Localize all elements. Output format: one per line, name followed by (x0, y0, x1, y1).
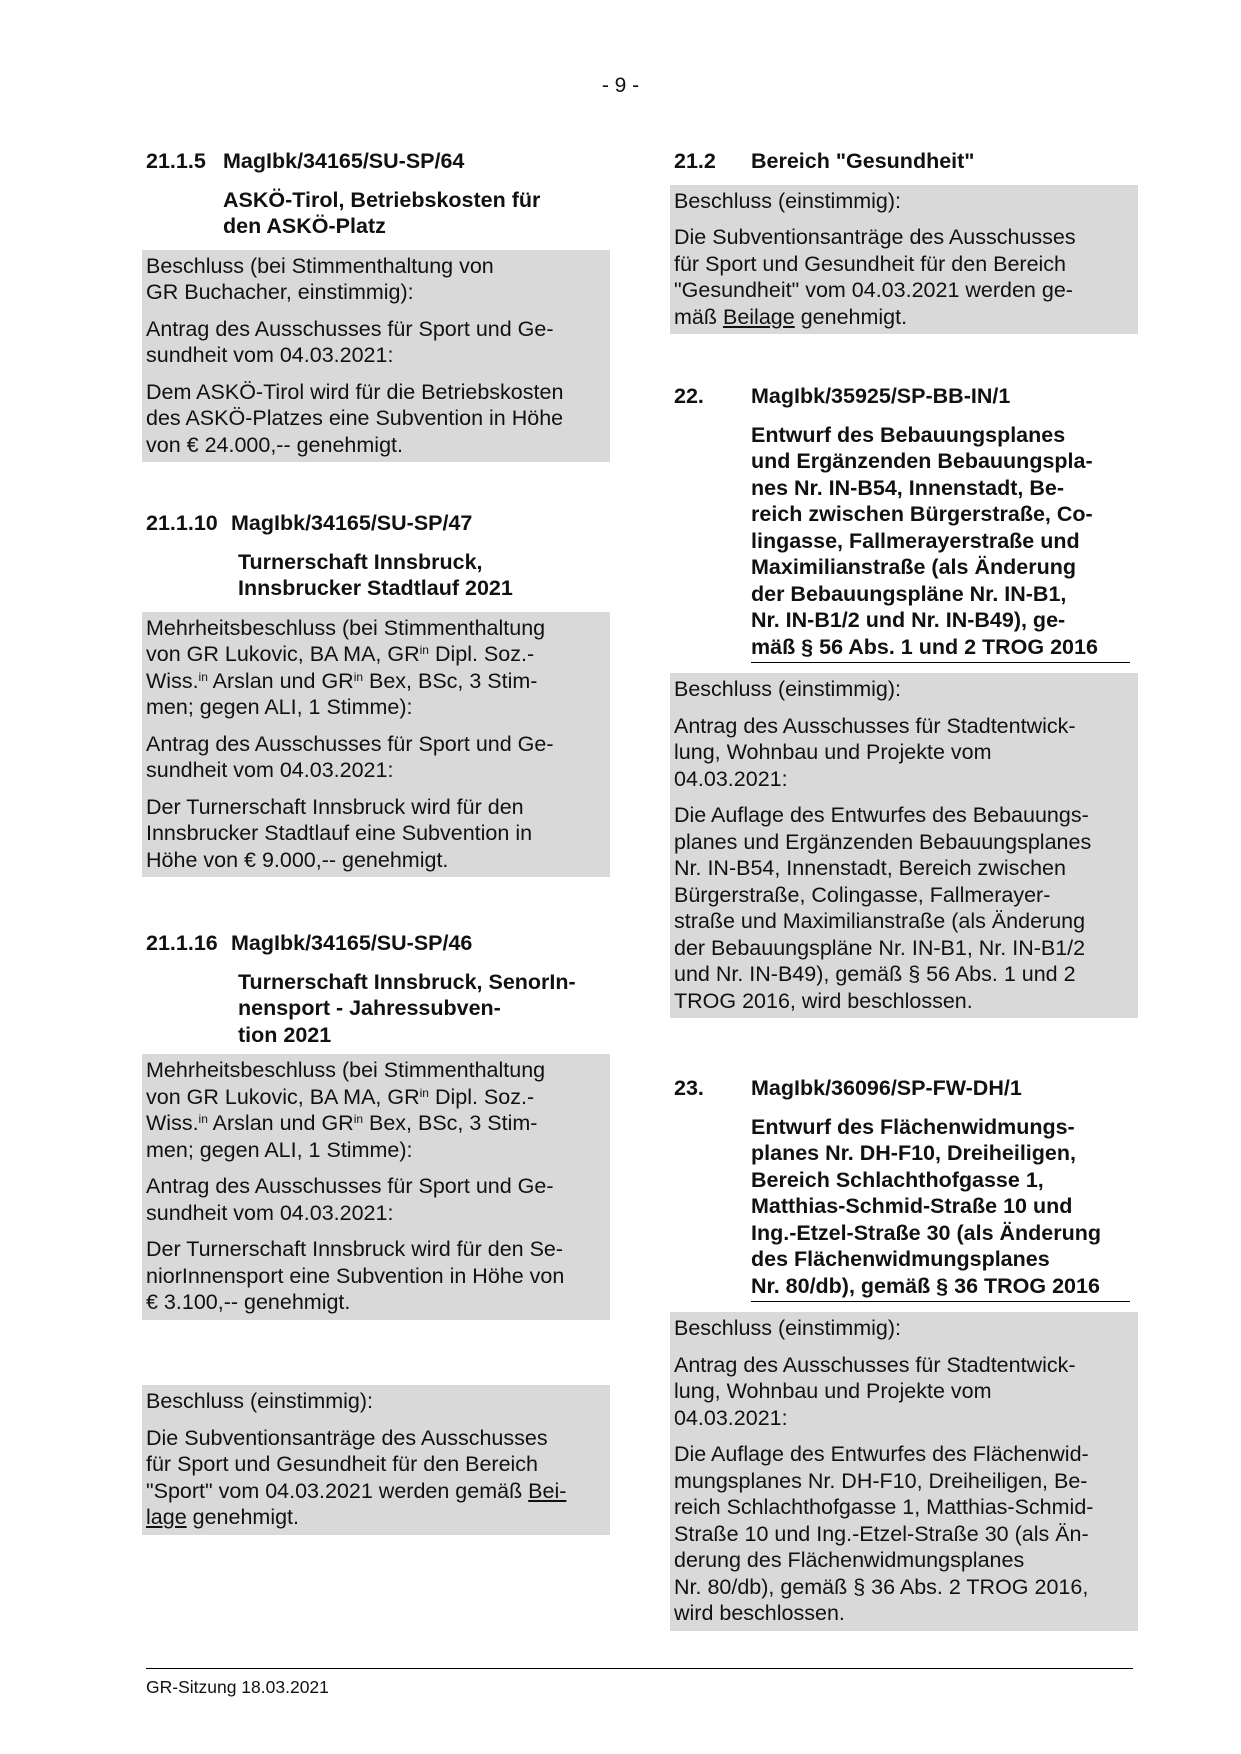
item-number: 21.1.10 (146, 511, 218, 535)
text-line: men; gegen ALI, 1 Stimme): (146, 695, 413, 719)
agenda-item-sport-summary (146, 1385, 606, 1535)
text-line: Beschluss (einstimmig): (674, 677, 901, 701)
text-segment: Arslan und GR (207, 1111, 354, 1135)
text-line (146, 668, 606, 695)
item-number: 21.1.16 (146, 931, 218, 955)
item-reference: MagIbk/34165/SU-SP/64 (223, 149, 465, 173)
title-line: Matthias-Schmid-Straße 10 und (751, 1194, 1073, 1218)
item-title: Bereich "Gesundheit" (751, 149, 975, 173)
decision-text (146, 1388, 606, 1415)
text-line: men; gegen ALI, 1 Stimme): (146, 1137, 413, 1162)
text-line: für Sport und Gesundheit für den Bereich (146, 1452, 539, 1476)
title-line: nes Nr. IN-B54, Innenstadt, Be- (751, 475, 1065, 500)
title-line: Entwurf des Flächenwidmungs- (751, 1114, 1075, 1139)
text-line (674, 304, 1134, 331)
agenda-item-22 (674, 383, 1134, 1018)
title-line: ASKÖ-Tirol, Betriebskosten für (223, 187, 541, 212)
item-reference: MagIbk/34165/SU-SP/46 (231, 931, 473, 955)
text-line: lung, Wohnbau und Projekte vom (674, 1379, 992, 1403)
text-line: Der Turnerschaft Innsbruck wird für den (146, 794, 524, 819)
text-line: planes und Ergänzenden Bebauungsplanes (674, 829, 1092, 854)
text-line (146, 1110, 606, 1137)
text-line: Die Subventionsanträge des Ausschusses (674, 225, 1076, 249)
text-line: Beschluss (bei Stimmenthaltung von (146, 253, 494, 278)
text-line: derung des Flächenwidmungsplanes (674, 1548, 1025, 1572)
text-line: Die Auflage des Entwurfes des Bebauungs- (674, 803, 1089, 827)
page-number: - 9 - (601, 74, 640, 97)
decision-text (674, 676, 1134, 703)
text-line: GR Buchacher, einstimmig): (146, 280, 414, 304)
resolution-box (142, 250, 610, 463)
item-heading (146, 930, 606, 957)
text-line: mungsplanes Nr. DH-F10, Dreiheiligen, Be- (674, 1468, 1088, 1493)
motion-text (674, 1352, 1134, 1432)
text-line: Die Subventionsanträge des Ausschusses (146, 1425, 548, 1450)
text-segment: Arslan und GR (207, 668, 354, 693)
text-line: reich Schlachthofgasse 1, Matthias-Schmid- (674, 1495, 1094, 1519)
superscript: in (353, 669, 364, 684)
item-number: 21.2 (674, 149, 716, 173)
text-line: Die Auflage des Entwurfes des Flächenwid- (674, 1442, 1089, 1466)
title-line: Ing.-Etzel-Straße 30 (als Änderung (751, 1220, 1102, 1245)
title-line: Nr. 80/db), gemäß § 36 TROG 2016 (751, 1273, 1100, 1298)
text-line: für Sport und Gesundheit für den Bereich (674, 251, 1067, 276)
title-line: der Bebauungspläne Nr. IN-B1, (751, 581, 1067, 606)
resolution-text (146, 1425, 606, 1531)
text-segment: "Sport" vom 04.03.2021 werden gemäß (146, 1478, 529, 1503)
title-line: mäß § 56 Abs. 1 und 2 TROG 2016 (751, 634, 1098, 659)
title-line: Nr. IN-B1/2 und Nr. IN-B49), ge- (751, 608, 1066, 632)
text-segment: Wiss. (146, 668, 199, 693)
text-line: lung, Wohnbau und Projekte vom (674, 740, 992, 764)
title-line: Entwurf des Bebauungsplanes (751, 422, 1066, 447)
text-line: von € 24.000,-- genehmigt. (146, 432, 403, 457)
title-line: reich zwischen Bürgerstraße, Co- (751, 502, 1093, 526)
agenda-item-21-1-10 (146, 510, 606, 877)
text-line: des ASKÖ-Platzes eine Subvention in Höhe (146, 406, 564, 430)
title-line: Turnerschaft Innsbruck, SenorIn- (238, 969, 576, 994)
resolution-text (146, 379, 606, 459)
decision-text (146, 253, 606, 306)
text-segment: genehmigt. (794, 304, 908, 329)
superscript: in (353, 1112, 364, 1126)
page-footer: GR-Sitzung 18.03.2021 (146, 1668, 1133, 1698)
text-line (146, 1504, 606, 1531)
title-line: tion 2021 (238, 1022, 332, 1047)
text-line: Beschluss (einstimmig): (674, 1316, 901, 1340)
text-line (146, 1478, 606, 1505)
text-line: Innsbrucker Stadtlauf eine Subvention in (146, 821, 533, 845)
motion-text (674, 713, 1134, 793)
text-line: sundheit vom 04.03.2021: (146, 1200, 394, 1225)
resolution-box (670, 185, 1138, 335)
item-heading (674, 148, 1134, 175)
text-line: 04.03.2021: (674, 766, 788, 791)
text-line: Nr. IN-B54, Innenstadt, Bereich zwischen (674, 856, 1066, 880)
text-line: und Nr. IN-B49), gemäß § 56 Abs. 1 und 2 (674, 962, 1076, 986)
agenda-item-21-1-16 (146, 930, 606, 1320)
text-segment: von GR Lukovic, BA MA, GR (146, 642, 420, 666)
agenda-item-21-1-5 (146, 148, 606, 462)
item-number: 21.1.5 (146, 149, 206, 173)
text-line: Mehrheitsbeschluss (bei Stimmenthaltung (146, 615, 546, 640)
text-line: Bürgerstraße, Colingasse, Fallmerayer- (674, 882, 1051, 907)
attachment-link[interactable]: Bei- (528, 1478, 567, 1503)
item-number: 23. (674, 1076, 704, 1100)
text-line: Dem ASKÖ-Tirol wird für die Betriebskosten (146, 379, 564, 404)
text-line: Mehrheitsbeschluss (bei Stimmenthaltung (146, 1058, 546, 1082)
attachment-link[interactable]: Beilage (722, 304, 795, 329)
text-line: Nr. 80/db), gemäß § 36 Abs. 2 TROG 2016, (674, 1574, 1089, 1599)
text-line: straße und Maximilianstraße (als Änderung (674, 909, 1086, 933)
text-line: Beschluss (einstimmig): (674, 188, 901, 213)
text-line: Antrag des Ausschusses für Stadtentwick- (674, 713, 1076, 738)
title-line: des Flächenwidmungsplanes (751, 1247, 1050, 1271)
resolution-text (674, 802, 1134, 1014)
motion-text (146, 731, 606, 784)
text-line: Der Turnerschaft Innsbruck wird für den Se- (146, 1237, 564, 1261)
text-line: TROG 2016, wird beschlossen. (674, 988, 973, 1013)
text-line: Antrag des Ausschusses für Sport und Ge- (146, 731, 554, 756)
superscript: in (419, 643, 429, 657)
item-title (751, 1114, 1130, 1303)
text-line: "Gesundheit" vom 04.03.2021 werden ge- (674, 278, 1073, 302)
text-line: Antrag des Ausschusses für Sport und Ge- (146, 1174, 554, 1198)
resolution-text (146, 1236, 606, 1316)
superscript: in (198, 1112, 208, 1126)
item-title (238, 549, 606, 602)
text-segment: mäß (674, 304, 723, 329)
motion-text (146, 316, 606, 369)
title-line: Maximilianstraße (als Änderung (751, 555, 1076, 579)
text-line: Beschluss (einstimmig): (146, 1389, 373, 1413)
item-number: 22. (674, 384, 704, 408)
superscript: in (419, 1085, 429, 1100)
text-segment: genehmigt. (186, 1505, 300, 1529)
item-reference: MagIbk/34165/SU-SP/47 (231, 511, 473, 535)
title-line: nensport - Jahressubven- (238, 996, 501, 1020)
text-segment: Wiss. (146, 1111, 199, 1135)
item-title (223, 187, 606, 240)
resolution-box (142, 612, 610, 878)
agenda-item-21-2 (674, 148, 1134, 334)
decision-text (674, 188, 1134, 215)
title-line: den ASKÖ-Platz (223, 214, 386, 238)
resolution-box (142, 1385, 610, 1535)
decision-text (146, 1057, 606, 1163)
resolution-box (142, 1054, 610, 1320)
text-line: sundheit vom 04.03.2021: (146, 758, 394, 782)
motion-text (146, 1173, 606, 1226)
text-segment: Bex, BSc, 3 Stim- (363, 668, 538, 693)
text-segment: Dipl. Soz.- (428, 1084, 535, 1109)
superscript: in (198, 669, 208, 684)
text-line: Straße 10 und Ing.-Etzel-Straße 30 (als Än- (674, 1521, 1089, 1546)
item-heading (146, 510, 606, 537)
title-line: und Ergänzenden Bebauungspla- (751, 449, 1093, 473)
resolution-box (670, 673, 1138, 1018)
attachment-link[interactable]: lage (146, 1505, 187, 1529)
decision-text (146, 615, 606, 721)
text-line: € 3.100,-- genehmigt. (146, 1290, 351, 1314)
text-line: der Bebauungspläne Nr. IN-B1, Nr. IN-B1/2 (674, 935, 1086, 960)
text-line (146, 641, 606, 668)
text-line: Antrag des Ausschusses für Sport und Ge- (146, 316, 554, 341)
item-reference: MagIbk/36096/SP-FW-DH/1 (751, 1076, 1022, 1100)
text-line: Antrag des Ausschusses für Stadtentwick- (674, 1352, 1076, 1377)
text-line: 04.03.2021: (674, 1405, 788, 1430)
text-line: sundheit vom 04.03.2021: (146, 343, 394, 367)
text-segment: Bex, BSc, 3 Stim- (363, 1111, 538, 1135)
text-line: Höhe von € 9.000,-- genehmigt. (146, 847, 449, 872)
agenda-item-23 (674, 1075, 1134, 1631)
title-line: lingasse, Fallmerayerstraße und (751, 528, 1080, 553)
item-heading (674, 383, 1134, 410)
item-title (751, 422, 1130, 664)
text-segment: Dipl. Soz.- (428, 642, 535, 666)
title-line: planes Nr. DH-F10, Dreiheiligen, (751, 1141, 1076, 1165)
resolution-text (674, 224, 1134, 330)
item-title (238, 969, 606, 1049)
resolution-text (674, 1441, 1134, 1627)
item-heading (146, 148, 606, 175)
title-line: Turnerschaft Innsbruck, (238, 549, 483, 574)
item-reference: MagIbk/35925/SP-BB-IN/1 (751, 384, 1011, 408)
text-segment: von GR Lukovic, BA MA, GR (146, 1084, 420, 1109)
title-line: Innsbrucker Stadtlauf 2021 (238, 576, 513, 600)
resolution-text (146, 794, 606, 874)
resolution-box (670, 1312, 1138, 1631)
text-line (146, 1084, 606, 1111)
title-line: Bereich Schlachthofgasse 1, (751, 1167, 1044, 1192)
item-heading (674, 1075, 1134, 1102)
decision-text (674, 1315, 1134, 1342)
text-line: wird beschlossen. (674, 1601, 845, 1625)
text-line: niorInnensport eine Subvention in Höhe von (146, 1263, 565, 1288)
